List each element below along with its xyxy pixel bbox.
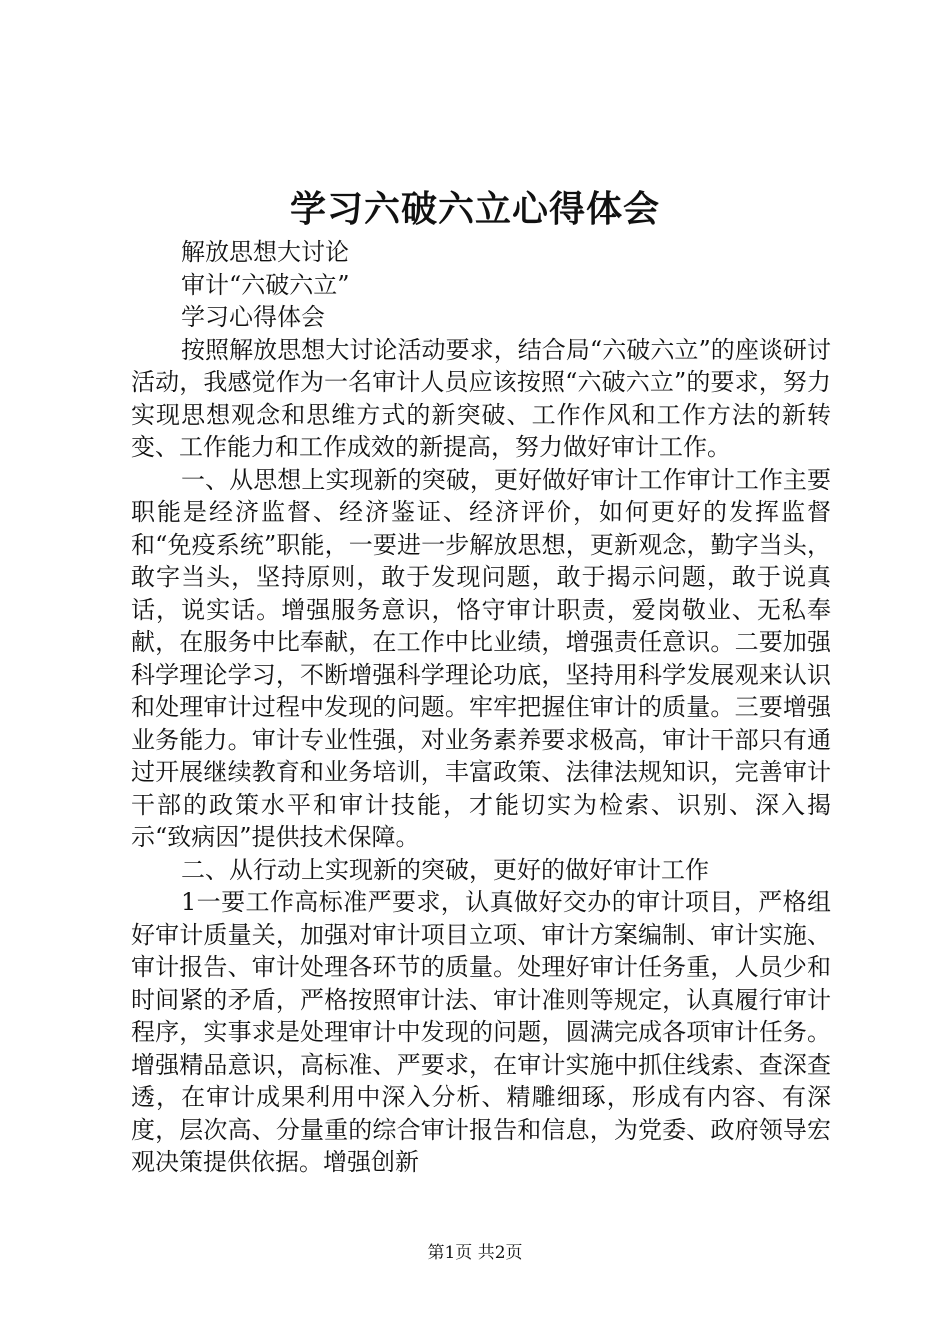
paragraph: 一、从思想上实现新的突破，更好做好审计工作审计工作主要职能是经济监督、经济鉴证、经济评价，如何更好的发挥监督和“免疫系统”职能，一要进一步解放思想，更新观念，勤字当头，敢字当头，坚持原则，敢于发现问题，敢于揭示问题，敢于说真话，说实话。增强服务意识，恪守审计职责，爱岗敬业、无私奉献，在服务中比奉献，在工作中比业绩，增强责任意识。二要加强科学理论学习，不断增强科学理论功底，坚持用科学发展观来认识和处理审计过程中发现的问题。牢牢把握住审计的质量。三要增强业务能力。审计专业性强，对业务素养要求极高，审计干部只有通过开展继续教育和业务培训，丰富政策、法律法规知识，完善审计干部的政策水平和审计技能，才能切实为检索、识别、深入揭示“致病因”提供技术保障。 xyxy=(131,465,831,851)
intro-line: 解放思想大讨论 xyxy=(181,238,349,266)
paragraph: 1一要工作高标准严要求，认真做好交办的审计项目，严格组好审计质量关，加强对审计项目立项、审计方案编制、审计实施、审计报告、审计处理各环节的质量。处理好审计任务重，人员少和时间紧的矛盾，严格按照审计法、审计准则等规定，认真履行审计程序，实事求是处理审计中发现的问题，圆满完成各项审计任务。增强精品意识，高标准、严要求，在审计实施中抓住线索、查深查透，在审计成果利用中深入分析、精雕细琢，形成有内容、有深度，层次高、分量重的综合审计报告和信息，为党委、政府领导宏观决策提供依据。增强创新 xyxy=(131,888,831,1176)
intro-line: 学习心得体会 xyxy=(181,303,325,331)
page-footer: 第1页 共2页 xyxy=(427,1243,523,1263)
intro-line: 审计“六破六立” xyxy=(181,270,350,299)
paragraph: 二、从行动上实现新的突破，更好的做好审计工作 xyxy=(181,855,709,884)
document-body xyxy=(131,236,831,1179)
document-title: 学习六破六立心得体会 xyxy=(289,188,660,230)
paragraph: 按照解放思想大讨论活动要求，结合局“六破六立”的座谈研讨活动，我感觉作为一名审计人员应该按照“六破六立”的要求，努力实现思想观念和思维方式的新突破、工作作风和工作方法的新转变、工作能力和工作成效的新提高，努力做好审计工作。 xyxy=(131,335,831,461)
